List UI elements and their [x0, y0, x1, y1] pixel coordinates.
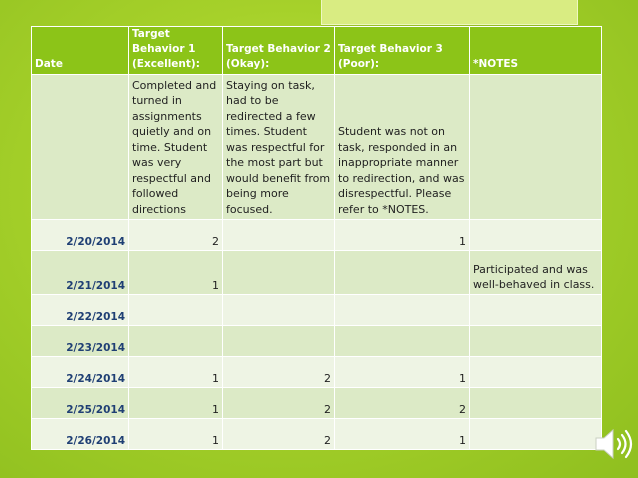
behavior-3-cell: [335, 326, 470, 357]
description-behavior-3: Student was not on task, responded in an inappropriate manner to redirection, and was disrespectful. Please refer to *NOTES.: [335, 75, 470, 220]
table-row: [32, 357, 602, 388]
table-row: [32, 326, 602, 357]
notes-cell: [470, 295, 602, 326]
behavior-2-cell: [223, 326, 335, 357]
description-behavior-1: Completed and turned in assignments quietly and on time. Student was very respectful and followed directions: [129, 75, 223, 220]
behavior-1-cell: [129, 326, 223, 357]
behavior-chart-table: [31, 26, 602, 450]
notes-cell: [470, 220, 602, 251]
behavior-1-cell: 1: [129, 251, 223, 295]
behavior-2-cell: [223, 295, 335, 326]
behavior-1-cell: 1: [129, 388, 223, 419]
behavior-3-cell: 1: [335, 419, 470, 450]
behavior-3-cell: 1: [335, 220, 470, 251]
header-target-behavior-3: Target Behavior 3 (Poor):: [335, 27, 470, 75]
date-cell: 2/26/2014: [32, 419, 129, 450]
header-target-behavior-1: Target Behavior 1 (Excellent):: [129, 27, 223, 75]
speaker-icon[interactable]: [592, 422, 636, 466]
table-header-row: [32, 27, 602, 75]
behavior-3-cell: 2: [335, 388, 470, 419]
behavior-3-cell: 1: [335, 357, 470, 388]
date-cell: 2/23/2014: [32, 326, 129, 357]
description-date: [32, 75, 129, 220]
behavior-1-cell: 1: [129, 419, 223, 450]
notes-cell: [470, 419, 602, 450]
description-notes: [470, 75, 602, 220]
description-behavior-2: Staying on task, had to be redirected a few times. Student was respectful for the most part but would benefit from being more focused.: [223, 75, 335, 220]
slide-decoration-tab: [321, 0, 578, 25]
date-cell: 2/20/2014: [32, 220, 129, 251]
date-cell: 2/25/2014: [32, 388, 129, 419]
behavior-1-cell: 1: [129, 357, 223, 388]
date-cell: 2/24/2014: [32, 357, 129, 388]
table-row: [32, 220, 602, 251]
behavior-2-cell: [223, 251, 335, 295]
table-row: [32, 251, 602, 295]
notes-cell: [470, 388, 602, 419]
description-row: [32, 75, 602, 220]
header-target-behavior-2: Target Behavior 2 (Okay):: [223, 27, 335, 75]
behavior-2-cell: [223, 220, 335, 251]
notes-cell: [470, 326, 602, 357]
table-row: [32, 419, 602, 450]
behavior-2-cell: 2: [223, 388, 335, 419]
notes-cell: Participated and was well-behaved in class.: [470, 251, 602, 295]
header-date: Date: [32, 27, 129, 75]
behavior-2-cell: 2: [223, 357, 335, 388]
header-notes: *NOTES: [470, 27, 602, 75]
behavior-3-cell: [335, 295, 470, 326]
table-row: [32, 295, 602, 326]
behavior-2-cell: 2: [223, 419, 335, 450]
date-cell: 2/22/2014: [32, 295, 129, 326]
behavior-1-cell: 2: [129, 220, 223, 251]
date-cell: 2/21/2014: [32, 251, 129, 295]
notes-cell: [470, 357, 602, 388]
behavior-3-cell: [335, 251, 470, 295]
behavior-1-cell: [129, 295, 223, 326]
table-row: [32, 388, 602, 419]
